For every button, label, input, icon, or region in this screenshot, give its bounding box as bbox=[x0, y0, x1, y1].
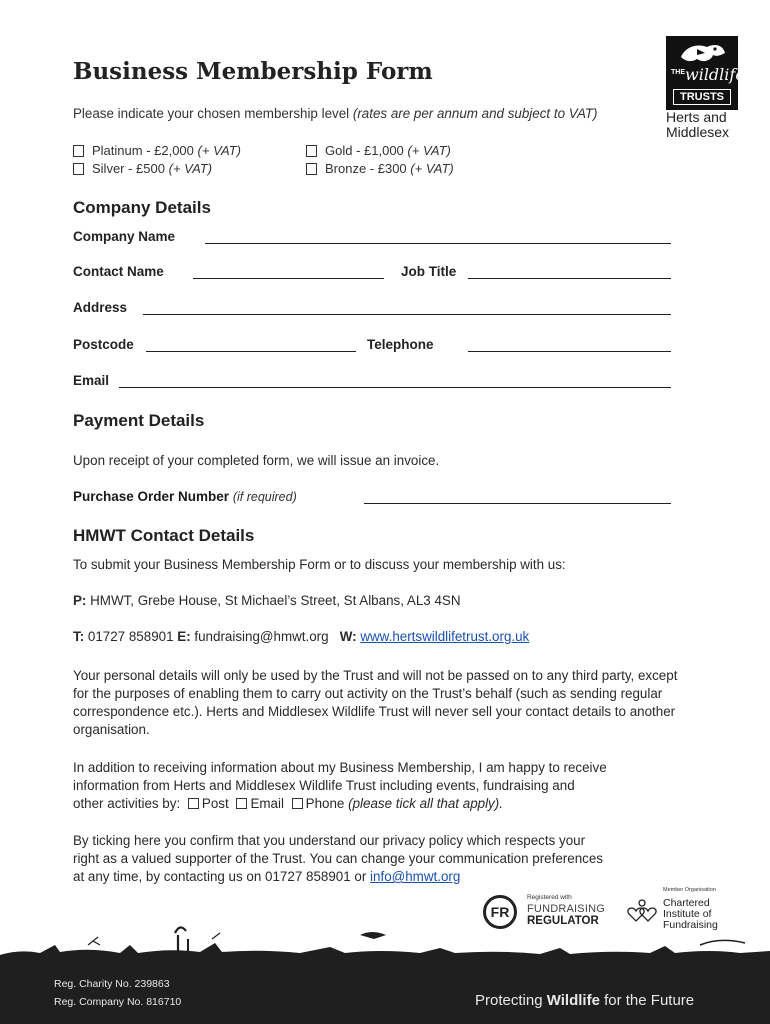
email-option: Email bbox=[250, 796, 284, 811]
policy-line-3 bbox=[73, 868, 693, 886]
post-value: HMWT, Grebe House, St Michael’s Street, St Albans, AL3 4SN bbox=[90, 593, 461, 608]
payment-details-heading: Payment Details bbox=[73, 411, 205, 430]
option-vat: (+ VAT) bbox=[407, 143, 451, 158]
email-contact-label: E: bbox=[177, 629, 191, 644]
post-option: Post bbox=[201, 796, 229, 811]
option-vat: (+ VAT) bbox=[197, 143, 241, 158]
website-link[interactable]: www.hertswildlifetrust.org.uk bbox=[360, 629, 530, 644]
consent-line-1: In addition to receiving information about my Business Membership, I am happy to receive bbox=[73, 760, 607, 775]
tel-label: T: bbox=[73, 629, 85, 644]
logo-the: THE bbox=[671, 69, 685, 76]
membership-option-silver[interactable] bbox=[73, 161, 212, 176]
contact-line bbox=[73, 628, 529, 646]
ciof-line1: Chartered bbox=[663, 897, 710, 909]
telephone-label: Telephone bbox=[367, 337, 434, 352]
fr-icon: FR bbox=[483, 895, 517, 929]
membership-option-bronze[interactable] bbox=[306, 161, 454, 176]
fr-registered: Registered with bbox=[527, 894, 572, 901]
company-name-field[interactable] bbox=[205, 243, 671, 244]
phone-checkbox[interactable] bbox=[292, 798, 303, 809]
po-number-field[interactable] bbox=[364, 503, 671, 504]
logo-org-name bbox=[666, 110, 729, 140]
policy-line-1: By ticking here you confirm that you understand our privacy policy which respects your bbox=[73, 833, 586, 848]
tagline-pre: Protecting bbox=[475, 992, 543, 1009]
company-number: Reg. Company No. 816710 bbox=[54, 996, 182, 1008]
ciof-line2: Institute of bbox=[663, 908, 712, 920]
charity-number: Reg. Charity No. 239863 bbox=[54, 978, 170, 990]
tel-value: 01727 858901 bbox=[87, 629, 174, 644]
option-vat: (+ VAT) bbox=[168, 161, 213, 176]
consent-line-2: information from Herts and Middlesex Wildlife Trust including events, fundraising and bbox=[73, 778, 575, 793]
consent-line-3-text: other activities by: bbox=[73, 796, 181, 811]
bronze-checkbox[interactable] bbox=[306, 163, 317, 175]
option-label: Silver - £500 bbox=[92, 161, 165, 176]
contact-name-field[interactable] bbox=[193, 278, 384, 279]
company-name-label: Company Name bbox=[73, 229, 176, 244]
tagline-bold: Wildlife bbox=[546, 992, 600, 1009]
privacy-paragraph: Your personal details will only be used by the Trust and will not be passed on to any third party, except for the purposes of enabling them to carry out activity on the Trust’s behalf (such as sending regular correspondence etc.). Herts and Middlesex Wildlife Trust will never sell your contact details to another organisation. bbox=[73, 668, 678, 737]
contact-name-label: Contact Name bbox=[73, 264, 164, 279]
telephone-field[interactable] bbox=[468, 351, 671, 352]
postcode-label: Postcode bbox=[73, 337, 134, 352]
contact-intro: To submit your Business Membership Form or to discuss your membership with us: bbox=[73, 557, 566, 572]
option-label: Bronze - £300 bbox=[325, 161, 407, 176]
intro-note: (rates are per annum and subject to VAT) bbox=[352, 106, 598, 121]
ciof-line3: Fundraising bbox=[663, 919, 718, 931]
po-number-label bbox=[73, 489, 297, 504]
silver-checkbox[interactable] bbox=[73, 163, 84, 175]
option-label: Platinum - £2,000 bbox=[92, 143, 194, 158]
ciof-member: Member Organisation bbox=[663, 887, 716, 893]
policy-line-3-text: at any time, by contacting us on 01727 858901 or bbox=[73, 869, 367, 884]
hmwt-contact-heading: HMWT Contact Details bbox=[73, 526, 255, 545]
footer-tagline bbox=[475, 992, 694, 1009]
option-label: Gold - £1,000 bbox=[325, 143, 404, 158]
tick-note: (please tick all that apply). bbox=[348, 796, 503, 811]
wildlife-trust-logo bbox=[666, 36, 745, 110]
job-title-field[interactable] bbox=[468, 278, 671, 279]
fr-line2: REGULATOR bbox=[527, 915, 599, 927]
email-contact-value: fundraising@hmwt.org bbox=[194, 629, 329, 644]
company-details-heading: Company Details bbox=[73, 198, 211, 217]
job-title-label: Job Title bbox=[401, 264, 457, 279]
fr-line1: FUNDRAISING bbox=[527, 903, 605, 915]
option-vat: (+ VAT) bbox=[410, 161, 454, 176]
membership-option-platinum[interactable] bbox=[73, 143, 241, 158]
consent-line-3 bbox=[73, 795, 693, 813]
address-field[interactable] bbox=[143, 314, 671, 315]
logo-org-line1: Herts and bbox=[666, 109, 727, 125]
tagline-post: for the Future bbox=[604, 992, 695, 1009]
postal-address bbox=[73, 592, 461, 610]
email-label: Email bbox=[73, 373, 110, 388]
post-label: P: bbox=[73, 593, 87, 608]
post-checkbox[interactable] bbox=[188, 798, 199, 809]
policy-line-2: right as a valued supporter of the Trust. You can change your communication preferences bbox=[73, 851, 603, 866]
email-checkbox[interactable] bbox=[236, 798, 247, 809]
gold-checkbox[interactable] bbox=[306, 145, 317, 157]
logo-org-line2: Middlesex bbox=[666, 124, 730, 140]
intro-text: Please indicate your chosen membership level bbox=[73, 106, 350, 121]
logo-wildlife: wildlife bbox=[685, 65, 745, 84]
platinum-checkbox[interactable] bbox=[73, 145, 84, 157]
policy-paragraph bbox=[73, 832, 693, 886]
page-title: Business Membership Form bbox=[73, 58, 433, 85]
po-label: Purchase Order Number bbox=[73, 489, 230, 504]
phone-option: Phone bbox=[305, 796, 345, 811]
membership-option-gold[interactable] bbox=[306, 143, 451, 158]
logo-trusts: TRUSTS bbox=[673, 89, 731, 105]
postcode-field[interactable] bbox=[146, 351, 356, 352]
web-label: W: bbox=[339, 629, 357, 644]
landscape-silhouette bbox=[0, 915, 770, 965]
info-email-link[interactable]: info@hmwt.org bbox=[370, 869, 461, 884]
address-label: Address bbox=[73, 300, 128, 315]
payment-text: Upon receipt of your completed form, we will issue an invoice. bbox=[73, 453, 440, 468]
consent-paragraph bbox=[73, 759, 693, 813]
email-field[interactable] bbox=[119, 387, 671, 388]
po-note: (if required) bbox=[232, 490, 297, 504]
membership-intro bbox=[73, 106, 598, 121]
